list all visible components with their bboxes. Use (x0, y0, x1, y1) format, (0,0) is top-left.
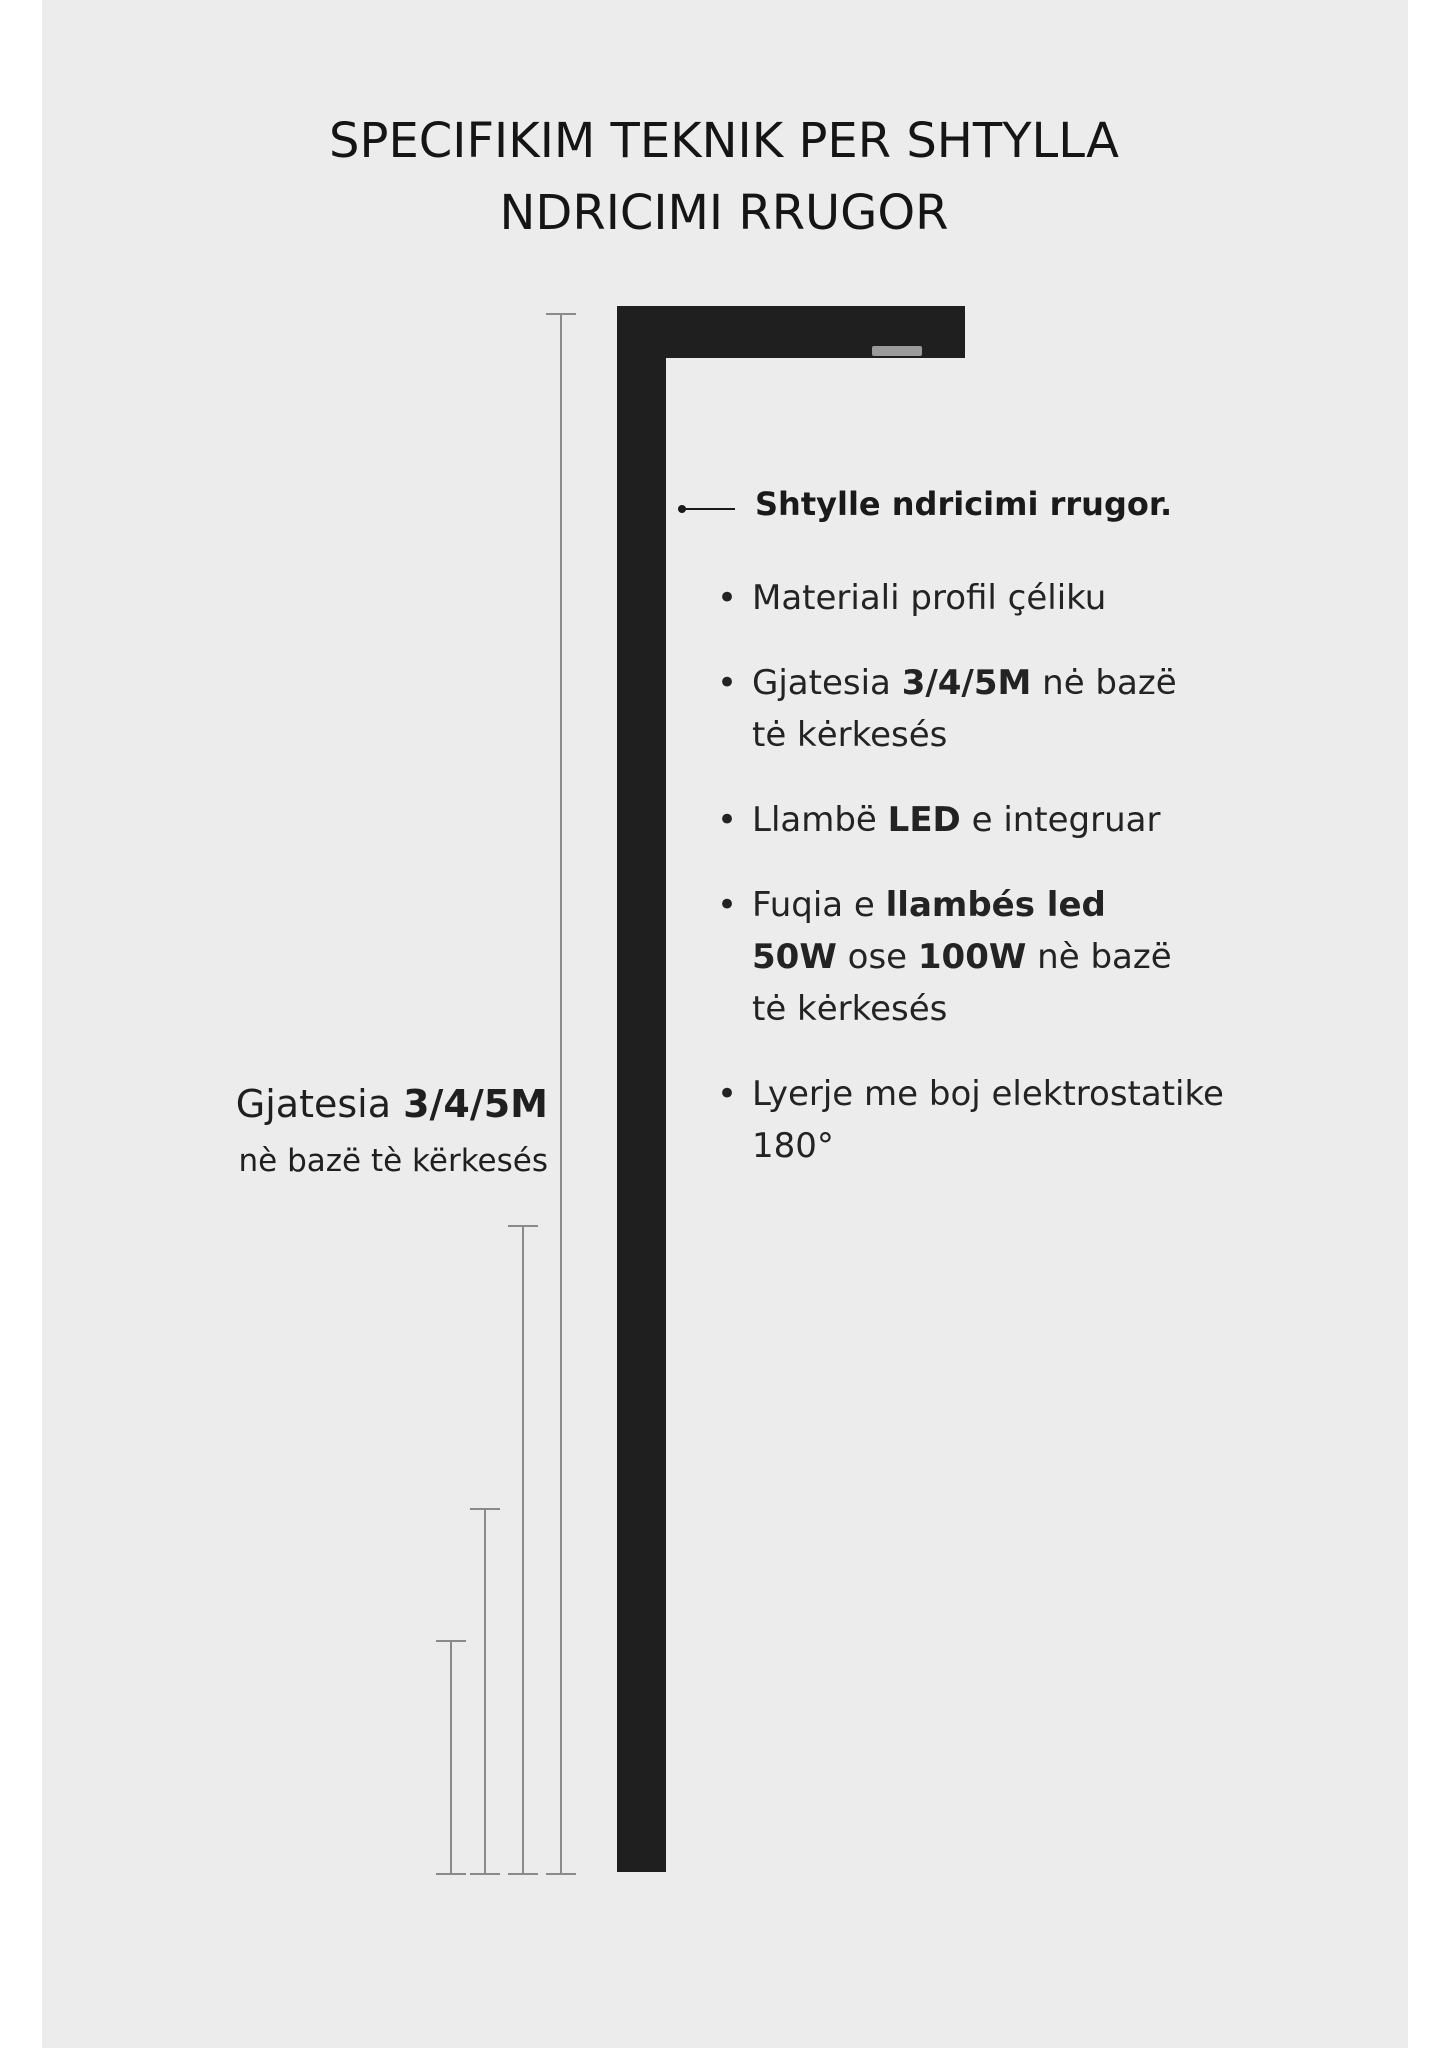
spec-power-lamp: llambés led (885, 885, 1106, 925)
spec-power-or: ose (836, 937, 918, 977)
spec-power-50w: 50W (752, 937, 837, 977)
spec-item-length (717, 657, 1352, 761)
pole-callout-label: Shtylle ndricimi rrugor. (755, 485, 1173, 523)
spec-led-suffix: e integruar (960, 800, 1161, 840)
spec-length-value: 3/4/5M (901, 663, 1032, 703)
spec-power-line-3: tė kėrkesés (752, 989, 948, 1029)
bullet-icon: • (717, 800, 738, 840)
dimension-line-total (546, 314, 576, 1874)
spec-power-100w: 100W (917, 937, 1027, 977)
callout-pointer (678, 505, 735, 513)
title-line-2: NDRICIMI RRUGOR (499, 185, 949, 241)
spec-length-line-1 (752, 657, 1352, 709)
bullet-icon: • (717, 663, 738, 703)
dimension-line-3m (436, 1641, 466, 1874)
spec-length-suffix: nė bazë (1031, 663, 1177, 703)
spec-led-value: LED (887, 800, 961, 840)
spec-item-coating (717, 1068, 1352, 1172)
height-label (130, 1074, 548, 1188)
spec-power-line-1 (752, 879, 1352, 931)
height-label-prefix: Gjatesia (235, 1082, 404, 1126)
spec-length-prefix: Gjatesia (752, 663, 902, 703)
spec-power-prefix: Fuqia e (752, 885, 886, 925)
spec-material-text: Materiali profil çéliku (752, 578, 1107, 618)
spec-list (717, 572, 1352, 1172)
bullet-icon: • (717, 1074, 738, 1114)
spec-item-led (717, 794, 1352, 846)
spec-power-line-2 (752, 931, 1352, 983)
dimension-line-5m (508, 1226, 538, 1874)
spec-led-line (752, 794, 1352, 846)
bullet-icon: • (717, 885, 738, 925)
height-label-value: 3/4/5M (403, 1082, 548, 1126)
height-label-sub: nè bazë tè kërkesés (238, 1143, 548, 1179)
dimension-line-4m (470, 1509, 500, 1874)
title-line-1: SPECIFIKIM TEKNIK PER SHTYLLA (329, 113, 1119, 169)
spec-coating-line-2: 180° (752, 1126, 834, 1166)
spec-led-prefix: Llambë (752, 800, 888, 840)
led-lamp-icon (872, 346, 922, 356)
spec-length-line-2: tė kėrkesés (752, 715, 948, 755)
spec-coating-line-1: Lyerje me boj elektrostatike (752, 1074, 1224, 1114)
height-label-main (130, 1074, 548, 1134)
bullet-icon: • (717, 578, 738, 618)
spec-item-power (717, 879, 1352, 1035)
spec-power-suffix: nè bazë (1026, 937, 1172, 977)
spec-item-material (717, 572, 1352, 624)
